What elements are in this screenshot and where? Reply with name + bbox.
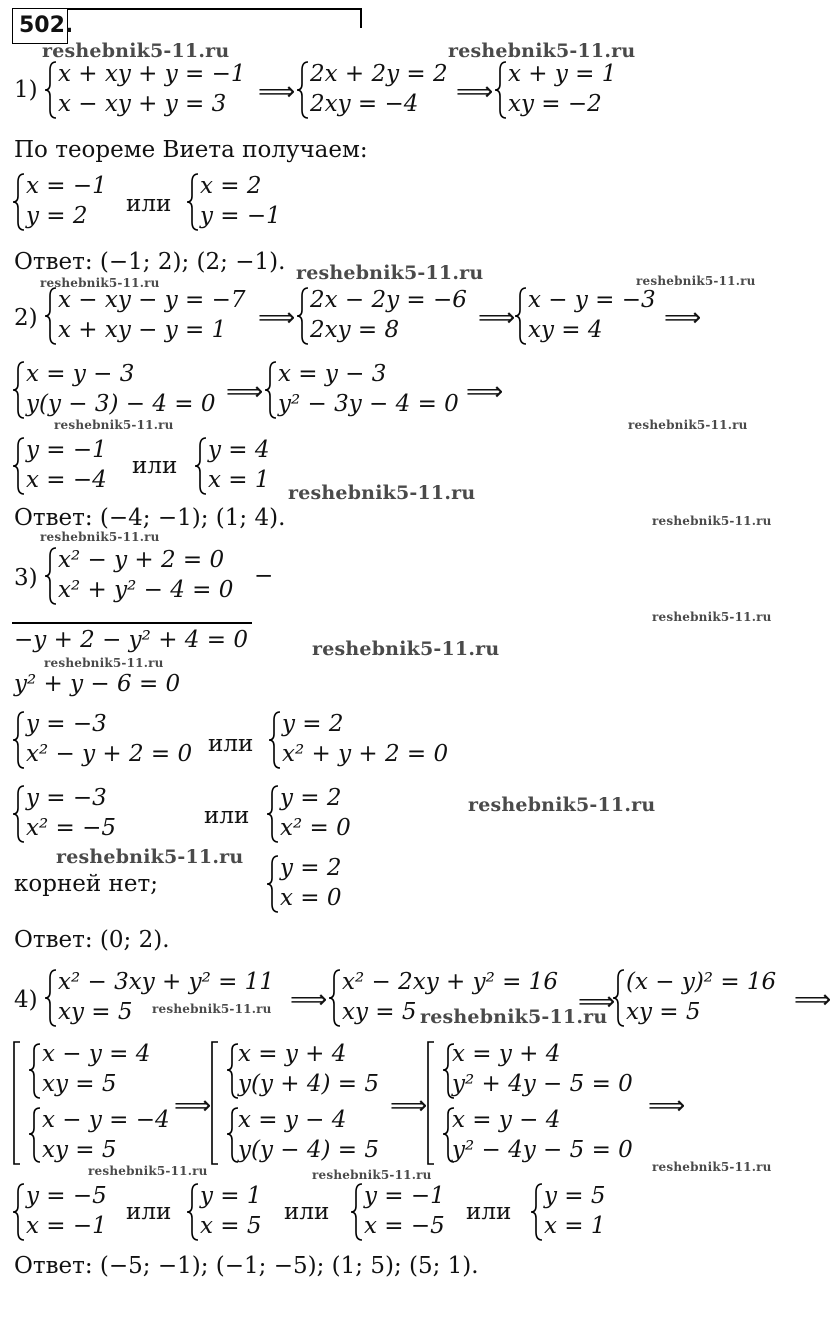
equation: y = −5 [26,1183,107,1209]
or-text: или [126,1199,172,1225]
equation: y = 4 [208,437,270,463]
implies-arrow: ⟹ [578,987,616,1017]
equation: y² − 4y − 5 = 0 [452,1137,633,1163]
equation: x = 1 [208,467,270,493]
implies-arrow: ⟹ [648,1091,686,1121]
brace-icon [12,710,26,770]
brace-icon [12,360,26,420]
implies-arrow: ⟹ [290,985,328,1015]
equation: 2xy = 8 [310,317,400,343]
problem-number: 502. [12,8,68,44]
equation: x² − 3xy + y² = 11 [58,969,274,995]
brace-icon [44,968,58,1028]
part-2-label: 2) [14,305,38,331]
or-text: или [208,731,254,757]
brace-icon [44,286,58,346]
brace-icon [186,172,200,232]
implies-arrow: ⟹ [794,985,832,1015]
equation: x = −5 [364,1213,445,1239]
equation: y = 2 [280,785,342,811]
equation: x = 0 [280,885,342,911]
brace-icon [612,968,626,1028]
equation: x² + y² − 4 = 0 [58,577,234,603]
implies-arrow: ⟹ [390,1091,428,1121]
equation: (x − y)² = 16 [626,969,777,995]
part-4-label: 4) [14,987,38,1013]
equation: x = −1 [26,173,107,199]
brace-icon [186,1182,200,1242]
equation: x − y = −3 [528,287,656,313]
equation: y = −3 [26,785,107,811]
brace-icon [268,710,282,770]
or-text: или [284,1199,330,1225]
equation: x = y − 3 [26,361,135,387]
answer-4: Ответ: (−5; −1); (−1; −5); (1; 5); (5; 1). [14,1253,479,1279]
equation: x = y − 3 [278,361,387,387]
implies-arrow: ⟹ [258,77,296,107]
equation: y = 1 [200,1183,262,1209]
brace-icon [12,172,26,232]
equation: x² + y + 2 = 0 [282,741,449,767]
equation: x = 2 [200,173,262,199]
implies-arrow: ⟹ [478,303,516,333]
equation: x − y = 4 [42,1041,151,1067]
implies-arrow: ⟹ [258,303,296,333]
equation: x = 1 [544,1213,606,1239]
watermark: reshebnik5-11.ru [56,846,244,868]
header-line [68,8,362,10]
equation: 2xy = −4 [310,91,419,117]
equation: y(y + 4) = 5 [238,1071,379,1097]
brace-icon [264,360,278,420]
equation: x² = 0 [280,815,351,841]
implies-arrow: ⟹ [226,377,264,407]
equation: 2x + 2y = 2 [310,61,448,87]
brace-icon [44,60,58,120]
part-3-label: 3) [14,565,38,591]
equation: xy = 5 [58,999,133,1025]
implies-arrow: ⟹ [466,377,504,407]
brace-icon [12,1182,26,1242]
equation: xy = 5 [626,999,701,1025]
answer-3: Ответ: (0; 2). [14,927,170,953]
watermark: reshebnik5-11.ru [54,418,174,432]
equation: x − y = −4 [42,1107,170,1133]
equation: x + xy − y = 1 [58,317,227,343]
equation: x = 5 [200,1213,262,1239]
equation: xy = 5 [342,999,417,1025]
brace-icon [296,60,310,120]
or-text: или [204,803,250,829]
brace-icon [328,968,342,1028]
watermark: reshebnik5-11.ru [420,1006,608,1028]
equation: x − xy + y = 3 [58,91,227,117]
watermark: reshebnik5-11.ru [448,40,636,62]
brace-icon [44,546,58,606]
brace-icon [530,1182,544,1242]
watermark: reshebnik5-11.ru [652,1160,772,1174]
watermark: reshebnik5-11.ru [312,1168,432,1182]
watermark: reshebnik5-11.ru [288,482,476,504]
equation: x = y − 4 [238,1107,347,1133]
equation: y = 2 [280,855,342,881]
difference-equation: −y + 2 − y² + 4 = 0 [14,627,248,653]
or-text: или [466,1199,512,1225]
brace-icon [494,60,508,120]
equation: x + y = 1 [508,61,617,87]
equation: y = −3 [26,711,107,737]
equation: y = 2 [282,711,344,737]
equation: y(y − 3) − 4 = 0 [26,391,216,417]
equation: y(y − 4) = 5 [238,1137,379,1163]
quadratic-equation: y² + y − 6 = 0 [14,671,181,697]
watermark: reshebnik5-11.ru [88,1164,208,1178]
equation: x = y + 4 [452,1041,561,1067]
watermark: reshebnik5-11.ru [40,530,160,544]
equation: x = y + 4 [238,1041,347,1067]
equation: x − xy − y = −7 [58,287,246,313]
equation: x² − 2xy + y² = 16 [342,969,558,995]
part-1-label: 1) [14,77,38,103]
watermark: reshebnik5-11.ru [296,262,484,284]
watermark: reshebnik5-11.ru [652,610,772,624]
brace-icon [296,286,310,346]
brace-icon [266,784,280,844]
implies-arrow: ⟹ [174,1091,212,1121]
equation: xy = 4 [528,317,603,343]
equation: x + xy + y = −1 [58,61,246,87]
watermark: reshebnik5-11.ru [628,418,748,432]
equation: x² − y + 2 = 0 [26,741,193,767]
equation: xy = −2 [508,91,602,117]
answer-1: Ответ: (−1; 2); (2; −1). [14,249,286,275]
brace-icon [350,1182,364,1242]
watermark: reshebnik5-11.ru [652,514,772,528]
minus-sign: − [254,563,274,589]
brace-icon [12,436,26,496]
brace-icon [514,286,528,346]
equation: y² − 3y − 4 = 0 [278,391,459,417]
subtraction-line [12,622,252,624]
brace-icon [194,436,208,496]
equation: x² − y + 2 = 0 [58,547,225,573]
equation: y = −1 [26,437,107,463]
equation: xy = 5 [42,1137,117,1163]
watermark: reshebnik5-11.ru [40,276,160,290]
watermark: reshebnik5-11.ru [152,1002,272,1016]
square-bracket-icon [210,1040,240,1166]
header-line-tick [360,8,362,28]
or-text: или [126,191,172,217]
square-bracket-icon [12,1040,42,1166]
brace-icon [12,784,26,844]
implies-arrow: ⟹ [664,303,702,333]
watermark: reshebnik5-11.ru [44,656,164,670]
equation: 2x − 2y = −6 [310,287,467,313]
watermark: reshebnik5-11.ru [312,638,500,660]
equation: x = −4 [26,467,107,493]
equation: y = −1 [364,1183,445,1209]
equation: x² = −5 [26,815,116,841]
equation: x = y − 4 [452,1107,561,1133]
watermark: reshebnik5-11.ru [468,794,656,816]
equation: x = −1 [26,1213,107,1239]
or-text: или [132,453,178,479]
equation: y = 5 [544,1183,606,1209]
watermark: reshebnik5-11.ru [636,274,756,288]
equation: y² + 4y − 5 = 0 [452,1071,633,1097]
brace-icon [266,854,280,914]
answer-2: Ответ: (−4; −1); (1; 4). [14,505,286,531]
no-roots-text: корней нет; [14,871,158,897]
watermark: reshebnik5-11.ru [42,40,230,62]
equation: y = −1 [200,203,281,229]
equation: y = 2 [26,203,88,229]
vieta-text: По теореме Виета получаем: [14,137,368,163]
implies-arrow: ⟹ [456,77,494,107]
equation: xy = 5 [42,1071,117,1097]
